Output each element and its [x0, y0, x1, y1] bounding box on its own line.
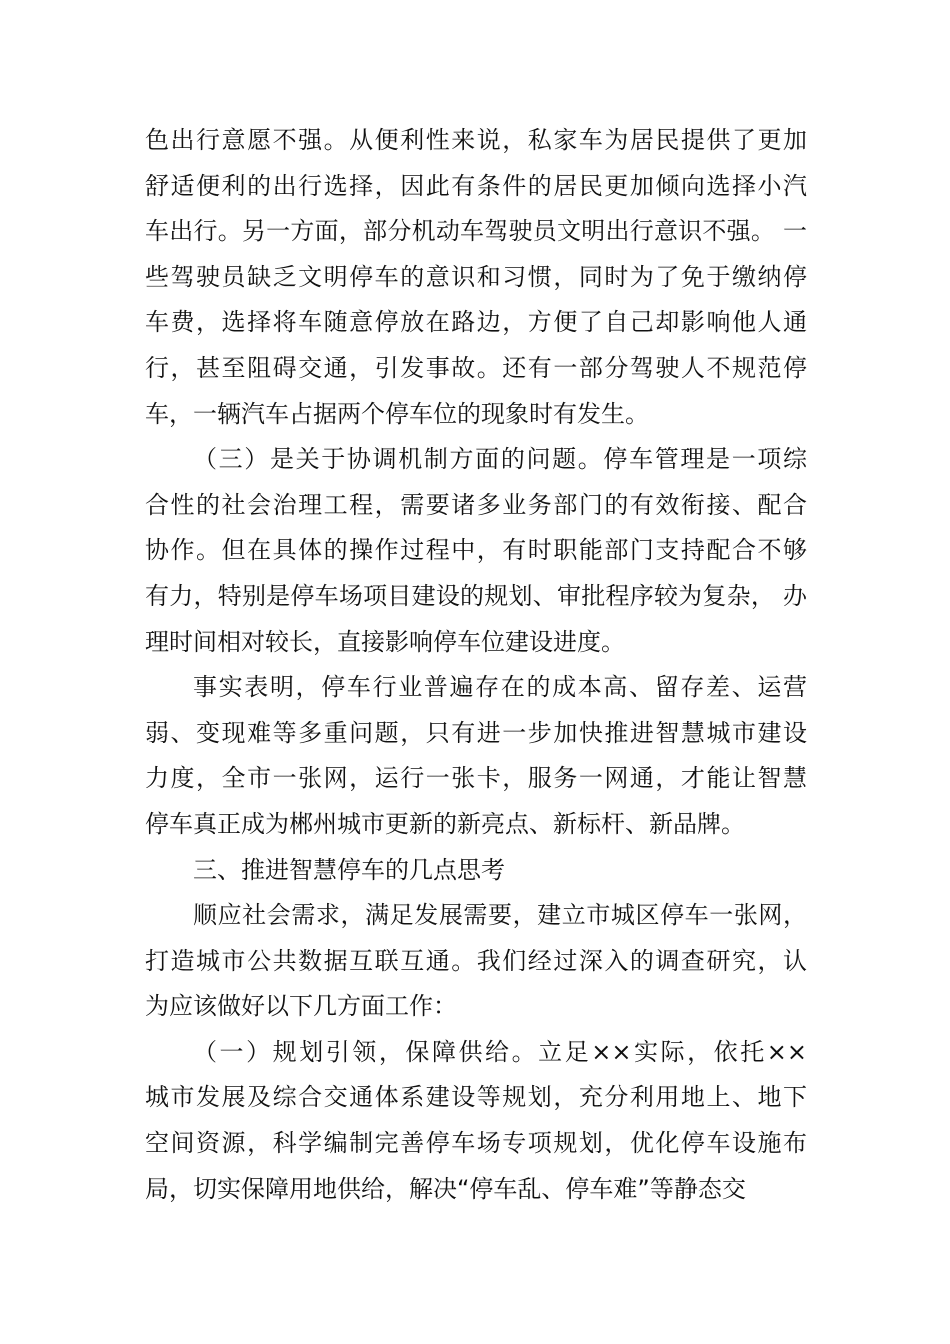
- text-line: 理时间相对较长，直接影响停车位建设进度。: [145, 627, 625, 656]
- text-line: 三、推进智慧停车的几点思考: [193, 855, 505, 884]
- text-line: 弱、变现难等多重问题，只有进一步加快推进智慧城市建设: [145, 718, 807, 747]
- text-line: （三）是关于协调机制方面的问题。停车管理是一项综: [193, 445, 807, 474]
- text-line: 合性的社会治理工程，需要诸多业务部门的有效衔接、配合: [145, 490, 807, 519]
- text-line: 舒适便利的出行选择，因此有条件的居民更加倾向选择小汽: [145, 171, 807, 200]
- document-body: [145, 118, 807, 1212]
- text-line: 车，一辆汽车占据两个停车位的现象时有发生。: [145, 399, 649, 428]
- text-line: 协作。但在具体的操作过程中，有时职能部门支持配合不够: [145, 536, 807, 565]
- text-line: 城市发展及综合交通体系建设等规划，充分利用地上、地下: [145, 1083, 807, 1112]
- text-line: 局，切实保障用地供给，解决“停车乱、停车难”等静态交: [145, 1174, 746, 1203]
- text-line: 车费，选择将车随意停放在路边，方便了自己却影响他人通: [145, 308, 807, 337]
- text-line: 有力，特别是停车场项目建设的规划、审批程序较为复杂， 办: [145, 581, 807, 610]
- text-line: 力度，全市一张网，运行一张卡，服务一网通，才能让智慧: [145, 764, 807, 793]
- text-line: 行，甚至阻碍交通，引发事故。还有一部分驾驶人不规范停: [145, 353, 807, 382]
- text-line: 车出行。另一方面，部分机动车驾驶员文明出行意识不强。 一: [145, 217, 807, 246]
- text-line: （一）规划引领，保障供给。立足××实际，依托××: [193, 1037, 807, 1066]
- text-line: 顺应社会需求，满足发展需要，建立市城区停车一张网，: [193, 901, 807, 930]
- text-line: 空间资源，科学编制完善停车场专项规划，优化停车设施布: [145, 1129, 807, 1158]
- text-line: 色出行意愿不强。从便利性来说，私家车为居民提供了更加: [145, 126, 807, 154]
- text-line: 些驾驶员缺乏文明停车的意识和习惯，同时为了免于缴纳停: [145, 262, 807, 291]
- text-line: 打造城市公共数据互联互通。我们经过深入的调查研究，认: [145, 946, 807, 975]
- text-line: 事实表明，停车行业普遍存在的成本高、留存差、运营: [193, 673, 807, 702]
- text-line: 停车真正成为郴州城市更新的新亮点、新标杆、新品牌。: [145, 809, 745, 838]
- text-line: 为应该做好以下几方面工作：: [145, 992, 457, 1021]
